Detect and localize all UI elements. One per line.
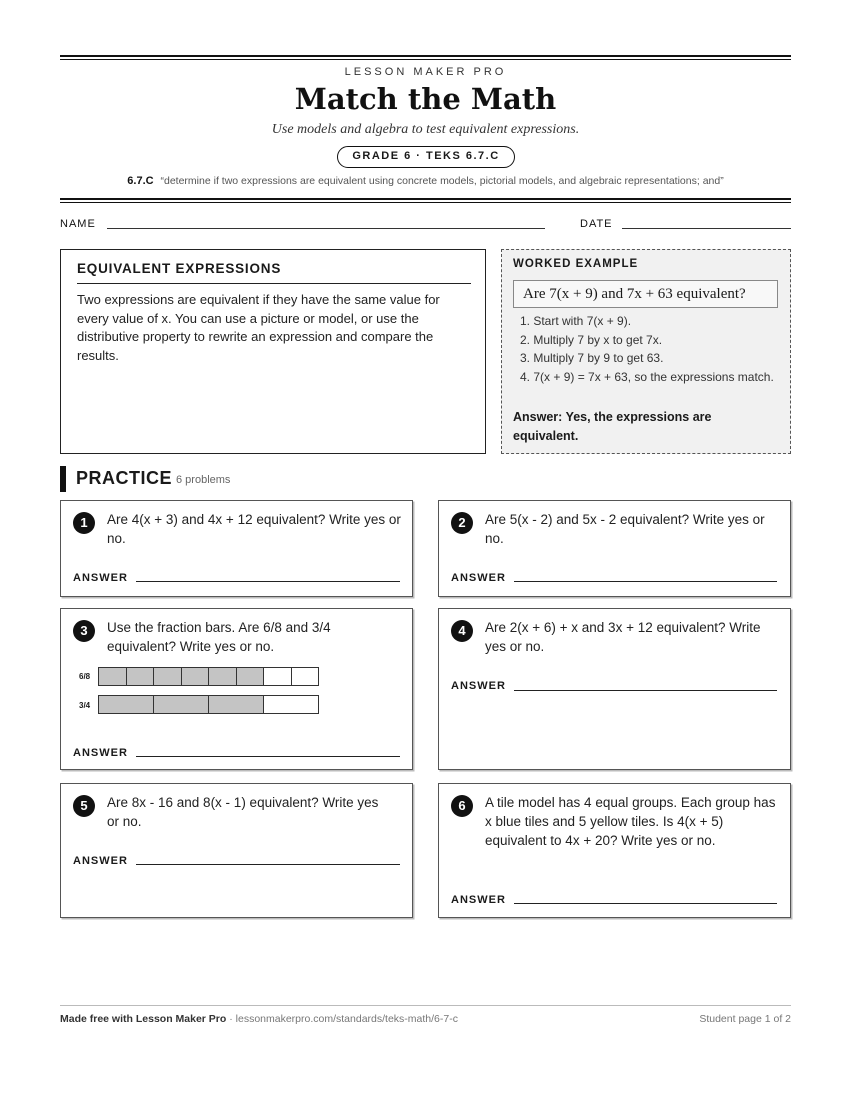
problem-number: 2	[451, 512, 473, 534]
standard-text: “determine if two expressions are equivalent using concrete models, pictorial models, and algebraic representations; and”	[160, 175, 724, 187]
worked-example-box	[501, 249, 791, 454]
fraction-part-shaded	[209, 696, 264, 713]
answer-field[interactable]	[136, 581, 400, 582]
worked-example-step: 3. Multiply 7 by 9 to get 63.	[520, 351, 664, 365]
worked-example-answer: Answer: Yes, the expressions are equivalent.	[513, 410, 712, 443]
worked-example-question: Are 7(x + 9) and 7x + 63 equivalent?	[513, 280, 778, 308]
answer-label: ANSWER	[73, 855, 128, 867]
definition-title: EQUIVALENT EXPRESSIONS	[77, 261, 471, 284]
fraction-part-empty	[264, 696, 318, 713]
practice-accent-bar	[60, 466, 66, 492]
worked-example-title: WORKED EXAMPLE	[513, 258, 639, 270]
date-field[interactable]	[622, 228, 791, 229]
problem-card-5	[60, 783, 413, 918]
page-title: Match the Math	[294, 82, 557, 116]
fraction-part-shaded	[154, 696, 209, 713]
problem-card-3	[60, 608, 413, 770]
worked-example-step: 2. Multiply 7 by x to get 7x.	[520, 332, 663, 347]
footer-made-with: Made free with Lesson Maker Pro	[60, 1013, 227, 1025]
footer-url[interactable]: · lessonmakerpro.com/standards/teks-math/6-7-c	[226, 1013, 458, 1025]
date-label: DATE	[580, 218, 613, 230]
practice-title: PRACTICE	[76, 468, 173, 488]
answer-field[interactable]	[136, 756, 400, 757]
fraction-part-empty	[264, 668, 292, 685]
fraction-part-shaded	[237, 668, 265, 685]
standard-description	[60, 175, 791, 187]
problem-number: 6	[451, 795, 473, 817]
answer-label: ANSWER	[73, 747, 128, 759]
problem-text: Are 5(x - 2) and 5x - 2 equivalent? Write yes or no.	[485, 512, 765, 546]
fraction-bar-eighths	[98, 667, 319, 686]
problem-card-2	[438, 500, 791, 597]
problem-card-1	[60, 500, 413, 597]
fraction-part-shaded	[99, 668, 127, 685]
worked-example-step: 4. 7(x + 9) = 7x + 63, so the expressions match.	[520, 369, 774, 384]
header-bottom-rule-thin	[60, 202, 791, 203]
problem-text: Are 2(x + 6) + x and 3x + 12 equivalent? Write yes or no.	[485, 620, 761, 654]
fraction-bar-label: 3/4	[79, 701, 91, 710]
answer-field[interactable]	[136, 864, 400, 865]
fraction-part-shaded	[182, 668, 210, 685]
answer-label: ANSWER	[73, 572, 128, 584]
standard-code: 6.7.C	[127, 175, 154, 187]
worked-example-steps	[513, 312, 781, 386]
brand-name: LESSON MAKER PRO	[344, 66, 507, 78]
problem-text: A tile model has 4 equal groups. Each group has x blue tiles and 5 yellow tiles. Is 4(x + 5) equivalent to 4x + 20? Write yes or no.	[485, 795, 776, 848]
problem-number: 3	[73, 620, 95, 642]
fraction-part-shaded	[127, 668, 155, 685]
top-rule	[60, 55, 791, 57]
practice-count: 6 problems	[176, 474, 231, 486]
name-field[interactable]	[107, 228, 545, 229]
footer-credit	[60, 1013, 458, 1025]
answer-field[interactable]	[514, 581, 777, 582]
problem-number: 4	[451, 620, 473, 642]
problem-card-6	[438, 783, 791, 918]
answer-label: ANSWER	[451, 680, 506, 692]
problem-text: Are 4(x + 3) and 4x + 12 equivalent? Write yes or no.	[107, 512, 401, 546]
answer-field[interactable]	[514, 903, 777, 904]
answer-label: ANSWER	[451, 572, 506, 584]
answer-field[interactable]	[514, 690, 777, 691]
fraction-bar-fourths	[98, 695, 319, 714]
name-label: NAME	[60, 218, 96, 230]
name-date-row	[60, 218, 791, 234]
footer-page-number: Student page 1 of 2	[699, 1013, 791, 1025]
problem-card-4	[438, 608, 791, 770]
fraction-part-shaded	[99, 696, 154, 713]
top-rule-thin	[60, 59, 791, 60]
definition-box	[60, 249, 486, 454]
answer-label: ANSWER	[451, 894, 506, 906]
fraction-part-shaded	[154, 668, 182, 685]
fraction-part-empty	[292, 668, 319, 685]
worksheet-page	[60, 0, 791, 1100]
problem-number: 1	[73, 512, 95, 534]
header-bottom-rule	[60, 198, 791, 200]
problem-text: Use the fraction bars. Are 6/8 and 3/4 equivalent? Write yes or no.	[107, 620, 331, 654]
fraction-bar-label: 6/8	[79, 672, 91, 681]
worked-example-step: 1. Start with 7(x + 9).	[520, 314, 632, 328]
fraction-part-shaded	[209, 668, 237, 685]
page-subtitle: Use models and algebra to test equivalent expressions.	[271, 122, 580, 137]
problem-number: 5	[73, 795, 95, 817]
grade-badge: GRADE 6 · TEKS 6.7.C	[337, 146, 515, 168]
problem-text: Are 8x - 16 and 8(x - 1) equivalent? Write yes or no.	[107, 795, 379, 829]
footer-rule	[60, 1005, 791, 1006]
definition-body: Two expressions are equivalent if they have the same value for every value of x. You can use a picture or model, or use the distributive property to rewrite an expression and compare the results.	[77, 292, 440, 363]
